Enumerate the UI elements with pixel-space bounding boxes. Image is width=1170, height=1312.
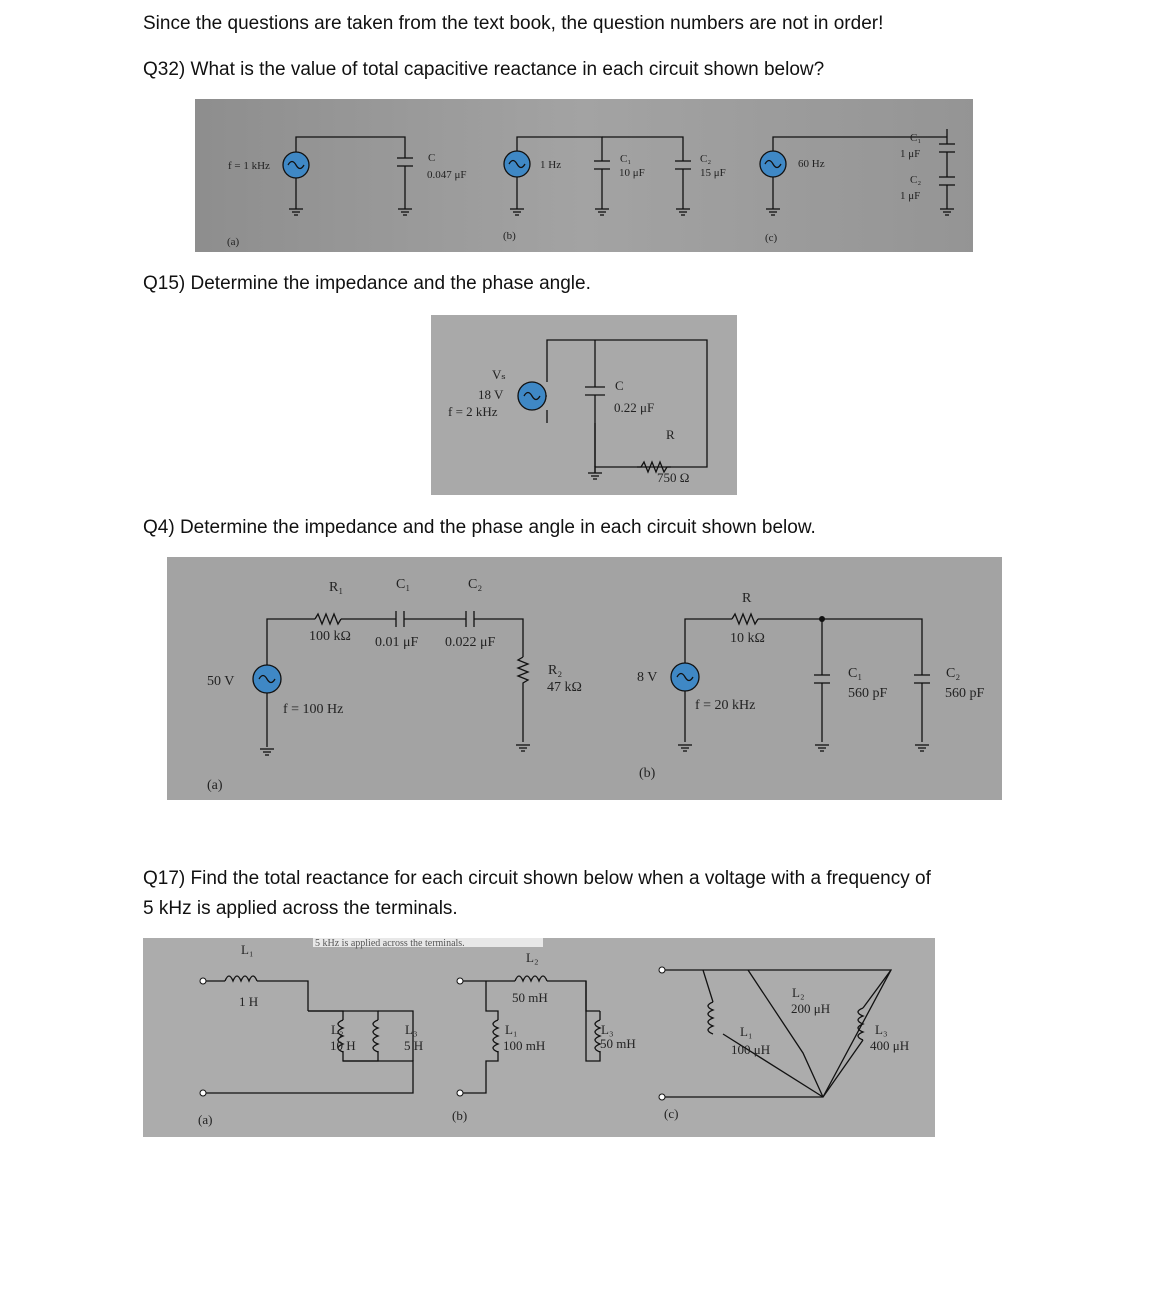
q17b-l2-value: 50 mH [512, 990, 548, 1005]
q32b-freq-label: 1 Hz [540, 159, 562, 171]
q17b-l3-name: L₃ [601, 1022, 614, 1037]
q15-text: Q15) Determine the impedance and the phase angle. [143, 273, 591, 294]
q4b-c1-value: 560 pF [848, 686, 888, 701]
q15-ac-source-icon [518, 382, 546, 410]
q4a-c1-name: C₁ [396, 577, 411, 592]
q15-vs-name: Vₛ [492, 367, 506, 382]
q4-figure [167, 557, 1002, 800]
q17b-tag: (b) [452, 1108, 468, 1123]
q4b-c2-name: C₂ [946, 666, 961, 681]
q32c-c2-name: C₂ [910, 174, 922, 186]
q4a-ac-source-icon [253, 665, 281, 693]
q32a-ac-source-icon [283, 152, 309, 178]
q17c-l2-name: L₂ [792, 985, 805, 1000]
q32b-tag: (b) [503, 230, 516, 242]
q4b-c1-name: C₁ [848, 666, 863, 681]
q17c-l3-value: 400 μH [870, 1038, 910, 1053]
q4a-r1-name: R₁ [329, 580, 344, 595]
q17-text-line1: Q17) Find the total reactance for each circuit shown below when a voltage with a frequency of [143, 868, 931, 889]
q32c-c1-value: 1 μF [900, 148, 921, 160]
q17a-l3-name: L₃ [405, 1022, 418, 1037]
q17c-l1-value: 100 μH [731, 1042, 771, 1057]
q15-figure [431, 315, 737, 495]
q32c-c2-value: 1 μF [900, 190, 921, 202]
q15-r-value: 750 Ω [657, 470, 690, 485]
q17-figure [143, 938, 935, 1137]
q17c-l2-value: 200 μH [791, 1001, 831, 1016]
q32a-c-name: C [428, 152, 436, 164]
q4a-c2-name: C₂ [468, 577, 483, 592]
q32c-c1-name: C₁ [910, 132, 922, 144]
q4a-freq-label: f = 100 Hz [283, 702, 344, 717]
q17a-l1-value: 1 H [239, 994, 259, 1009]
q4b-freq-label: f = 20 kHz [695, 698, 756, 713]
q17a-l2-value: 10 H [330, 1038, 356, 1053]
q17a-tag: (a) [198, 1112, 213, 1127]
q32a-freq-label: f = 1 kHz [228, 160, 270, 172]
q32c-freq-label: 60 Hz [798, 158, 825, 170]
q4a-tag: (a) [207, 778, 223, 793]
q32b-c1-value: 10 μF [619, 167, 645, 179]
q32-figure [195, 99, 973, 252]
q4-text: Q4) Determine the impedance and the phase angle in each circuit shown below. [143, 517, 816, 538]
q17-text-line2: 5 kHz is applied across the terminals. [143, 898, 458, 919]
q32a-c-value: 0.047 μF [427, 169, 467, 181]
q17b-l1-value: 100 mH [503, 1038, 546, 1053]
q17b-l3-value: 50 mH [600, 1036, 636, 1051]
q32-text: Q32) What is the value of total capacitive reactance in each circuit shown below? [143, 59, 825, 80]
q4b-tag: (b) [639, 766, 656, 781]
q4b-r-value: 10 kΩ [730, 631, 765, 646]
q4a-r1-value: 100 kΩ [309, 629, 351, 644]
q17c-tag: (c) [664, 1106, 679, 1121]
q4a-c1-value: 0.01 μF [375, 635, 419, 650]
q4a-r2-value: 47 kΩ [547, 680, 582, 695]
q32b-c1-name: C₁ [620, 153, 632, 165]
q32b-c2-value: 15 μF [700, 167, 726, 179]
q17b-l1-name: L₁ [505, 1022, 518, 1037]
q17a-l1-name: L₁ [241, 942, 254, 957]
q32c-ac-source-icon [760, 151, 786, 177]
intro-text: Since the questions are taken from the text book, the question numbers are not in order! [143, 13, 884, 34]
q4a-c2-value: 0.022 μF [445, 635, 496, 650]
q15-vs-value: 18 V [478, 387, 504, 402]
q4a-source-value: 50 V [207, 674, 235, 689]
q4a-r2-name: R₂ [548, 663, 563, 678]
q17a-l3-value: 5 H [404, 1038, 424, 1053]
q17c-l3-name: L₃ [875, 1022, 888, 1037]
q17a-l2-name: L₂ [331, 1022, 344, 1037]
q15-r-name: R [666, 427, 675, 442]
q32c-tag: (c) [765, 232, 778, 244]
q32b-ac-source-icon [504, 151, 530, 177]
q15-freq-label: f = 2 kHz [448, 404, 498, 419]
q15-c-name: C [615, 378, 624, 393]
q17-banner-text: 5 kHz is applied across the terminals. [315, 938, 465, 949]
q32a-tag: (a) [227, 236, 240, 248]
q32b-c2-name: C₂ [700, 153, 712, 165]
q4b-source-value: 8 V [637, 670, 658, 685]
q17c-l1-name: L₁ [740, 1024, 753, 1039]
q4b-ac-source-icon [671, 663, 699, 691]
q17b-l2-name: L₂ [526, 950, 539, 965]
q4b-c2-value: 560 pF [945, 686, 985, 701]
q4b-r-name: R [742, 591, 752, 606]
q15-c-value: 0.22 μF [614, 400, 655, 415]
